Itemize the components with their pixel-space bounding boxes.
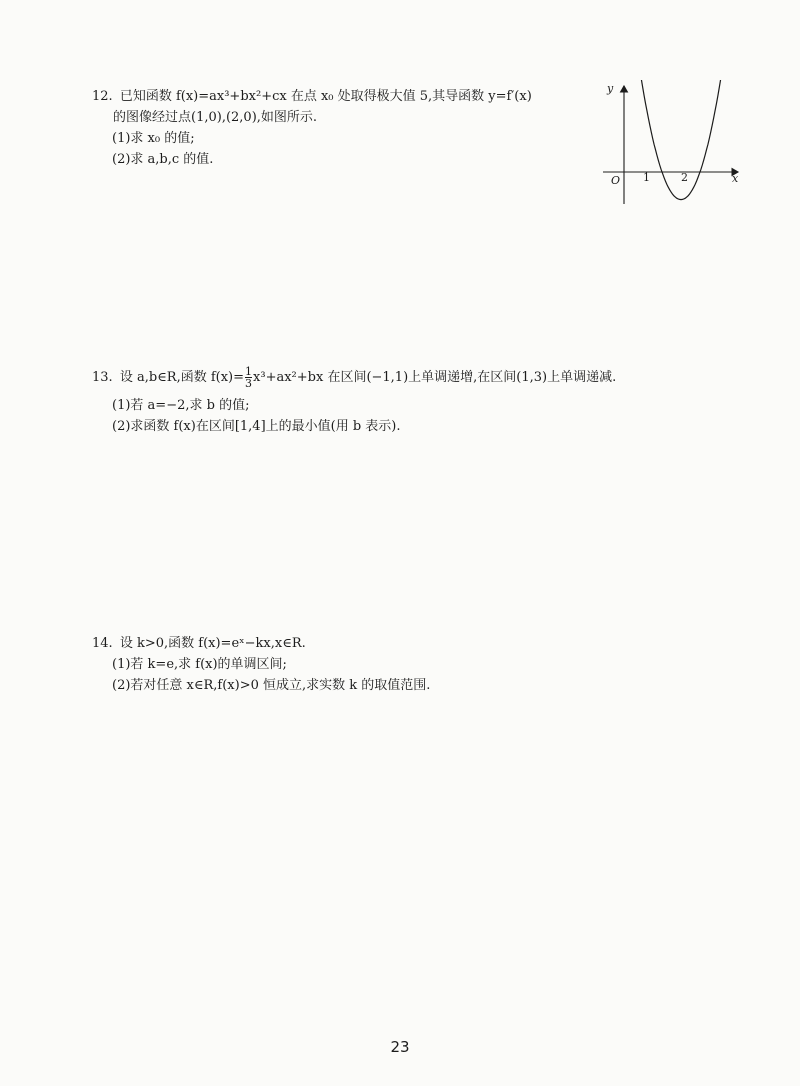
fraction bbox=[245, 366, 252, 389]
fraction-denominator: 3 bbox=[245, 377, 253, 390]
derivative-graph bbox=[598, 80, 748, 210]
tick-label-2: 2 bbox=[681, 171, 688, 184]
problem-12 bbox=[92, 86, 532, 170]
problem-number: 14. bbox=[92, 636, 113, 651]
subquestion-2: (2)求 a,b,c 的值. bbox=[112, 152, 214, 167]
origin-label: O bbox=[611, 174, 621, 187]
problem-stem: 设 k>0,函数 f(x)=eˣ−kx,x∈R. bbox=[119, 636, 306, 651]
problem-stem-line2: 的图像经过点(1,0),(2,0),如图所示. bbox=[113, 110, 318, 125]
fraction-numerator: 1 bbox=[245, 365, 253, 378]
page-number: 23 bbox=[390, 1038, 410, 1056]
subquestion-2: (2)求函数 f(x)在区间[1,4]上的最小值(用 b 表示). bbox=[112, 419, 401, 434]
subquestion-2: (2)若对任意 x∈R,f(x)>0 恒成立,求实数 k 的取值范围. bbox=[112, 678, 431, 693]
subquestion-1: (1)若 a=−2,求 b 的值; bbox=[112, 398, 250, 413]
subquestion-1: (1)若 k=e,求 f(x)的单调区间; bbox=[112, 657, 287, 672]
x-axis-label: x bbox=[732, 172, 739, 185]
problem-number: 12. bbox=[92, 89, 113, 104]
subquestion-1: (1)求 x₀ 的值; bbox=[112, 131, 195, 146]
tick-label-1: 1 bbox=[643, 171, 650, 184]
problem-stem-line1: 已知函数 f(x)=ax³+bx²+cx 在点 x₀ 处取得极大值 5,其导函数 y=f′(x) bbox=[119, 89, 532, 104]
problem-14 bbox=[92, 633, 430, 696]
problem-stem-post: x³+ax²+bx 在区间(−1,1)上单调递增,在区间(1,3)上单调递减. bbox=[253, 370, 617, 385]
problem-number: 13. bbox=[92, 370, 113, 385]
problem-13 bbox=[92, 366, 616, 437]
y-axis-label: y bbox=[607, 82, 614, 95]
problem-stem-pre: 设 a,b∈R,函数 f(x)= bbox=[119, 370, 245, 385]
